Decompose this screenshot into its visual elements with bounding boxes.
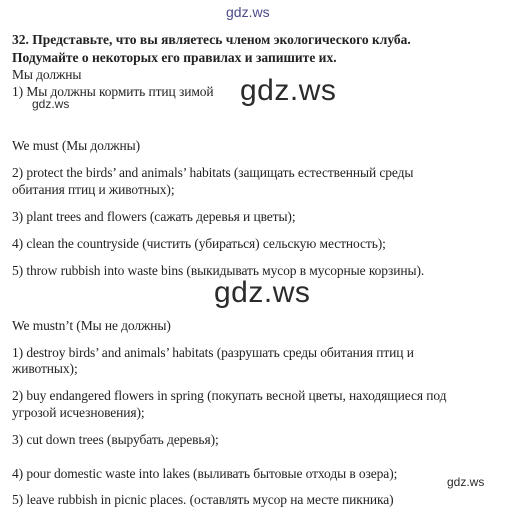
watermark-top: gdz.ws: [226, 4, 270, 20]
must-item-3: 3) plant trees and flowers (сажать деревья и цветы);: [12, 209, 296, 224]
rule-ru-1: 1) Мы должны кормить птиц зимой: [12, 84, 214, 99]
mustnt-item-1-line-2: животных);: [12, 361, 78, 376]
watermark-large-1: gdz.ws: [240, 74, 337, 107]
must-item-2-line-1: 2) protect the birds’ and animals’ habitats (защищать естественный среды: [12, 165, 414, 180]
mustnt-item-1-line-1: 1) destroy birds’ and animals’ habitats (разрушать среды обитания птиц и: [12, 345, 414, 360]
must-item-2-line-2: обитания птиц и животных);: [12, 182, 175, 197]
rules-header-ru: Мы должны: [12, 67, 82, 82]
exercise-title-line-2: Подумайте о некоторых его правилах и запишите их.: [12, 50, 337, 65]
watermark-large-2: gdz.ws: [214, 276, 311, 309]
mustnt-item-2-line-2: угрозой исчезновения);: [12, 405, 145, 420]
must-item-4: 4) clean the countryside (чистить (убираться) сельскую местность);: [12, 236, 386, 251]
must-header: We must (Мы должны): [12, 138, 140, 153]
exercise-title-line-1: 32. Представьте, что вы являетесь членом экологического клуба.: [12, 32, 411, 47]
mustnt-item-4: 4) pour domestic waste into lakes (выливать бытовые отходы в озера);: [12, 466, 398, 481]
mustnt-item-3: 3) cut down trees (вырубать деревья);: [12, 432, 219, 447]
must-item-5: 5) throw rubbish into waste bins (выкидывать мусор в мусорные корзины).: [12, 263, 425, 278]
mustnt-item-5: 5) leave rubbish in picnic places. (оставлять мусор на месте пикника): [12, 492, 394, 507]
watermark-small-2: gdz.ws: [447, 475, 485, 489]
mustnt-header: We mustn’t (Мы не должны): [12, 318, 171, 333]
watermark-small-1: gdz.ws: [32, 97, 70, 111]
mustnt-item-2-line-1: 2) buy endangered flowers in spring (покупать весной цветы, находящиеся под: [12, 388, 447, 403]
